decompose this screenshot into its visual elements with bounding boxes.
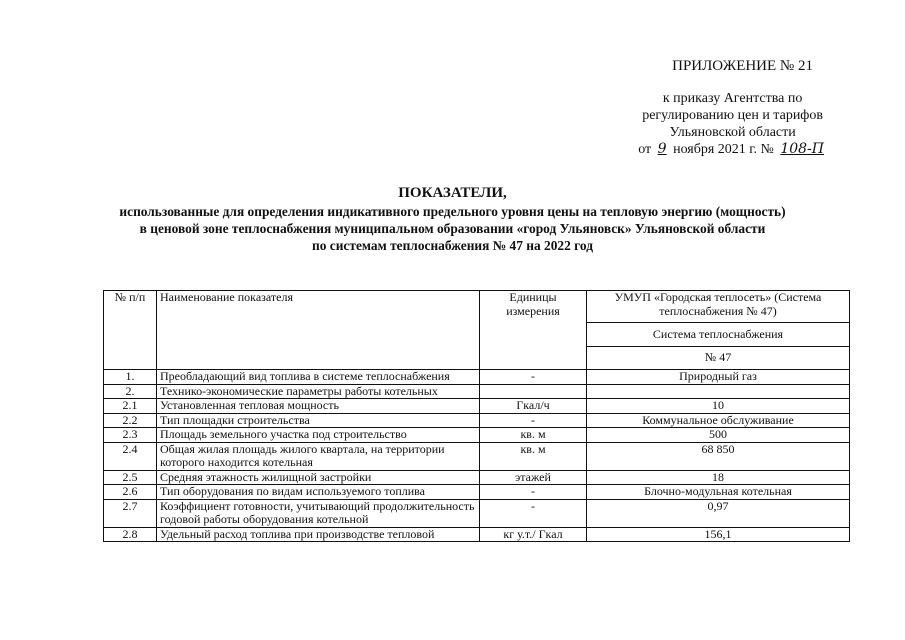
row-value: 10 xyxy=(587,399,850,414)
document-title xyxy=(0,185,905,254)
title-line-2: использованные для определения индикативного предельного уровня цены на тепловую энергию (мощность) xyxy=(119,204,786,219)
order-line-3: Ульяновской области xyxy=(669,125,796,140)
row-name: Коэффициент готовности, учитывающий продолжительность годовой работы оборудования котельной xyxy=(157,499,480,527)
row-value: 18 xyxy=(587,470,850,485)
date-day-handwritten: 9 xyxy=(657,141,667,157)
table-row xyxy=(104,370,850,385)
appendix-label: ПРИЛОЖЕНИЕ № 21 xyxy=(672,58,813,74)
row-value: 0,97 xyxy=(587,499,850,527)
table-row xyxy=(104,384,850,399)
row-name: Общая жилая площадь жилого квартала, на территории которого находится котельная xyxy=(157,442,480,470)
row-num: 2.3 xyxy=(104,428,157,443)
date-prefix: от xyxy=(638,142,652,157)
order-reference xyxy=(638,90,827,158)
title-line-4: по системам теплоснабжения № 47 на 2022 год xyxy=(312,238,593,253)
order-date-line xyxy=(638,141,827,158)
row-name: Удельный расход топлива при производстве тепловой xyxy=(157,527,480,542)
row-name: Тип площадки строительства xyxy=(157,413,480,428)
row-num: 2.6 xyxy=(104,485,157,500)
table-row xyxy=(104,442,850,470)
table-row xyxy=(104,485,850,500)
row-name: Преобладающий вид топлива в системе теплоснабжения xyxy=(157,370,480,385)
row-unit: - xyxy=(480,370,587,385)
row-name: Технико-экономические параметры работы котельных xyxy=(157,384,480,399)
row-value: 500 xyxy=(587,428,850,443)
row-value: 156,1 xyxy=(587,527,850,542)
table-row xyxy=(104,499,850,527)
row-num: 1. xyxy=(104,370,157,385)
row-num: 2. xyxy=(104,384,157,399)
row-value: Блочно-модульная котельная xyxy=(587,485,850,500)
row-name: Тип оборудования по видам используемого топлива xyxy=(157,485,480,500)
header-system-no: № 47 xyxy=(587,346,850,369)
row-unit: Гкал/ч xyxy=(480,399,587,414)
row-unit: этажей xyxy=(480,470,587,485)
row-unit xyxy=(480,384,587,399)
header-org: УМУП «Городская теплосеть» (Система теплоснабжения № 47) xyxy=(587,291,850,323)
row-value xyxy=(587,384,850,399)
row-num: 2.5 xyxy=(104,470,157,485)
table-row xyxy=(104,470,850,485)
table-row xyxy=(104,527,850,542)
title-line-3: в ценовой зоне теплоснабжения муниципальном образовании «город Ульяновск» Ульяновской области xyxy=(139,221,766,236)
order-line-2: регулированию цен и тарифов xyxy=(642,108,823,123)
row-unit: кв. м xyxy=(480,442,587,470)
header-name: Наименование показателя xyxy=(157,291,480,370)
row-name: Средняя этажность жилищной застройки xyxy=(157,470,480,485)
row-name: Площадь земельного участка под строительство xyxy=(157,428,480,443)
table-body xyxy=(104,370,850,542)
row-num: 2.2 xyxy=(104,413,157,428)
table-row xyxy=(104,399,850,414)
row-num: 2.7 xyxy=(104,499,157,527)
row-unit: - xyxy=(480,485,587,500)
row-unit: кв. м xyxy=(480,428,587,443)
row-num: 2.8 xyxy=(104,527,157,542)
table-row xyxy=(104,428,850,443)
row-num: 2.1 xyxy=(104,399,157,414)
row-unit: кг у.т./ Гкал xyxy=(480,527,587,542)
table-row xyxy=(104,413,850,428)
row-value: Природный газ xyxy=(587,370,850,385)
row-value: 68 850 xyxy=(587,442,850,470)
row-num: 2.4 xyxy=(104,442,157,470)
date-rest: ноября 2021 г. № xyxy=(673,142,774,157)
row-value: Коммунальное обслуживание xyxy=(587,413,850,428)
header-unit: Единицы измерения xyxy=(480,291,587,370)
header-system: Система теплоснабжения xyxy=(587,323,850,346)
row-name: Установленная тепловая мощность xyxy=(157,399,480,414)
row-unit: - xyxy=(480,413,587,428)
row-unit: - xyxy=(480,499,587,527)
indicators-table xyxy=(103,290,850,542)
order-line-1: к приказу Агентства по xyxy=(662,91,803,106)
title-line-1: ПОКАЗАТЕЛИ, xyxy=(398,185,507,201)
header-num: № п/п xyxy=(104,291,157,370)
order-number-handwritten: 108-П xyxy=(780,141,824,157)
